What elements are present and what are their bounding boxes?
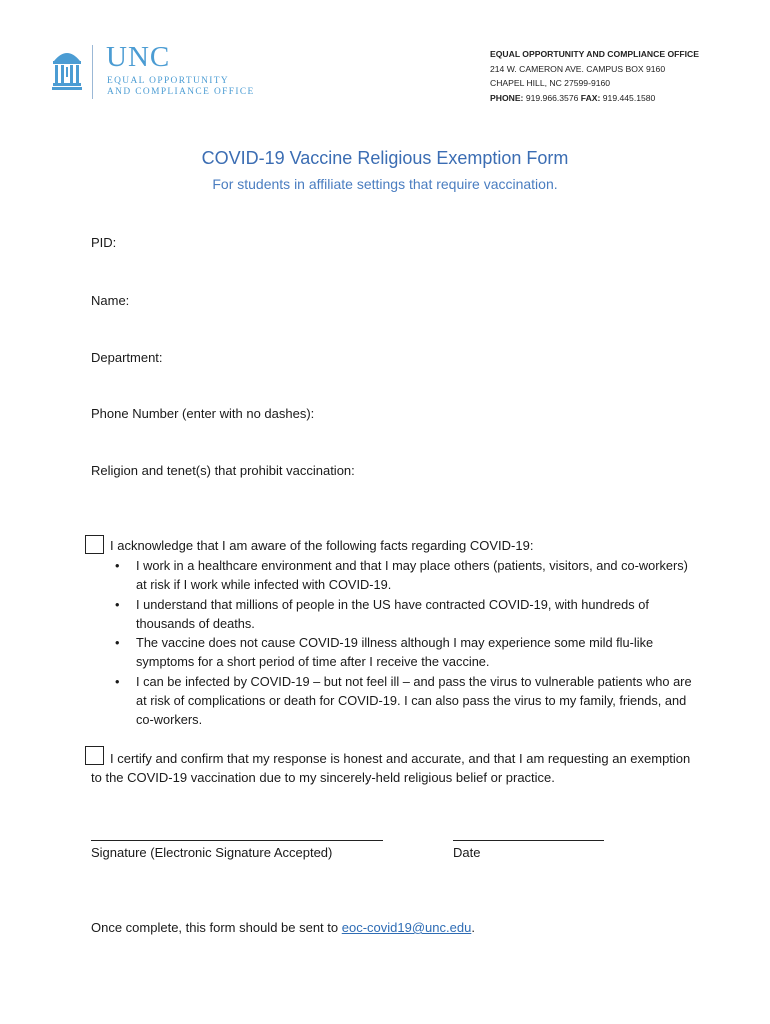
- list-item: • I can be infected by COVID-19 – but not feel ill – and pass the virus to vulnerable patients who are at risk of complications or death for COVID-19. I can also pass the virus to my family, friends, and co-workers.: [115, 673, 692, 728]
- form-subtitle: For students in affiliate settings that require vaccination.: [212, 176, 558, 192]
- phone-number: 919.966.3576: [525, 92, 579, 103]
- date-label: Date: [453, 845, 481, 860]
- logo-subtitle-line2: AND COMPLIANCE OFFICE: [107, 87, 255, 97]
- unc-eoc-logo: [52, 41, 272, 101]
- phone-field-label: Phone Number (enter with no dashes):: [91, 406, 315, 421]
- name-field-label: Name:: [91, 293, 130, 308]
- submission-instructions: [91, 920, 475, 935]
- religion-field-label: Religion and tenet(s) that prohibit vaccination:: [91, 463, 355, 478]
- logo-subtitle-line1: EQUAL OPPORTUNITY: [107, 76, 230, 86]
- list-item: • The vaccine does not cause COVID-19 illness although I may experience some mild flu-like symptoms for a short period of time after I receive the vaccine.: [115, 635, 654, 670]
- office-address-block: [490, 47, 699, 105]
- fact-text: I understand that millions of people in the US have contracted COVID-19, with hundreds of thousands of deaths.: [136, 596, 649, 631]
- fax-number: 919.445.1580: [602, 92, 656, 103]
- certify-statement: [91, 749, 691, 788]
- department-field-label: Department:: [91, 350, 163, 365]
- fax-label: FAX:: [580, 92, 601, 103]
- list-item: • I understand that millions of people in the US have contracted COVID-19, with hundreds of thousands of deaths.: [115, 596, 649, 631]
- logo-wordmark: UNC: [106, 41, 171, 73]
- fact-text: The vaccine does not cause COVID-19 illness although I may experience some mild flu-like symptoms for a short period of time after I receive the vaccine.: [136, 635, 654, 670]
- phone-label: PHONE:: [490, 92, 524, 103]
- logo-divider: [92, 45, 93, 99]
- footer-end: .: [471, 920, 475, 935]
- covid-facts-list: [115, 556, 695, 730]
- acknowledge-checkbox[interactable]: [85, 535, 104, 554]
- old-well-icon: [52, 47, 82, 91]
- form-title: COVID-19 Vaccine Religious Exemption Form: [201, 148, 569, 168]
- office-address-line2: CHAPEL HILL, NC 27599-9160: [490, 78, 611, 89]
- signature-line[interactable]: [91, 840, 383, 841]
- signature-label: Signature (Electronic Signature Accepted): [91, 845, 333, 860]
- certify-label: I certify and confirm that my response is honest and accurate, and that I am requesting an exemption to the COVID-19 vaccination due to my sincerely-held religious belief or practice.: [91, 751, 691, 786]
- office-address-line1: 214 W. CAMERON AVE. CAMPUS BOX 9160: [490, 63, 666, 74]
- date-line[interactable]: [453, 840, 604, 841]
- pid-field-label: PID:: [91, 235, 117, 250]
- office-name: EQUAL OPPORTUNITY AND COMPLIANCE OFFICE: [490, 49, 699, 59]
- email-link[interactable]: eoc-covid19@unc.edu: [341, 920, 472, 935]
- footer-text: Once complete, this form should be sent to: [91, 920, 342, 935]
- acknowledge-label: I acknowledge that I am aware of the following facts regarding COVID-19:: [110, 538, 534, 553]
- list-item: • I work in a healthcare environment and that I may place others (patients, visitors, and co-workers) at risk if I work while infected with COVID-19.: [115, 558, 688, 593]
- fact-text: I work in a healthcare environment and that I may place others (patients, visitors, and co-workers) at risk if I work while infected with COVID-19.: [136, 558, 688, 593]
- fact-text: I can be infected by COVID-19 – but not feel ill – and pass the virus to vulnerable patients who are at risk of complications or death for COVID-19. I can also pass the virus to my family, friends, and co-workers.: [136, 673, 692, 728]
- office-contact-line: [490, 91, 699, 106]
